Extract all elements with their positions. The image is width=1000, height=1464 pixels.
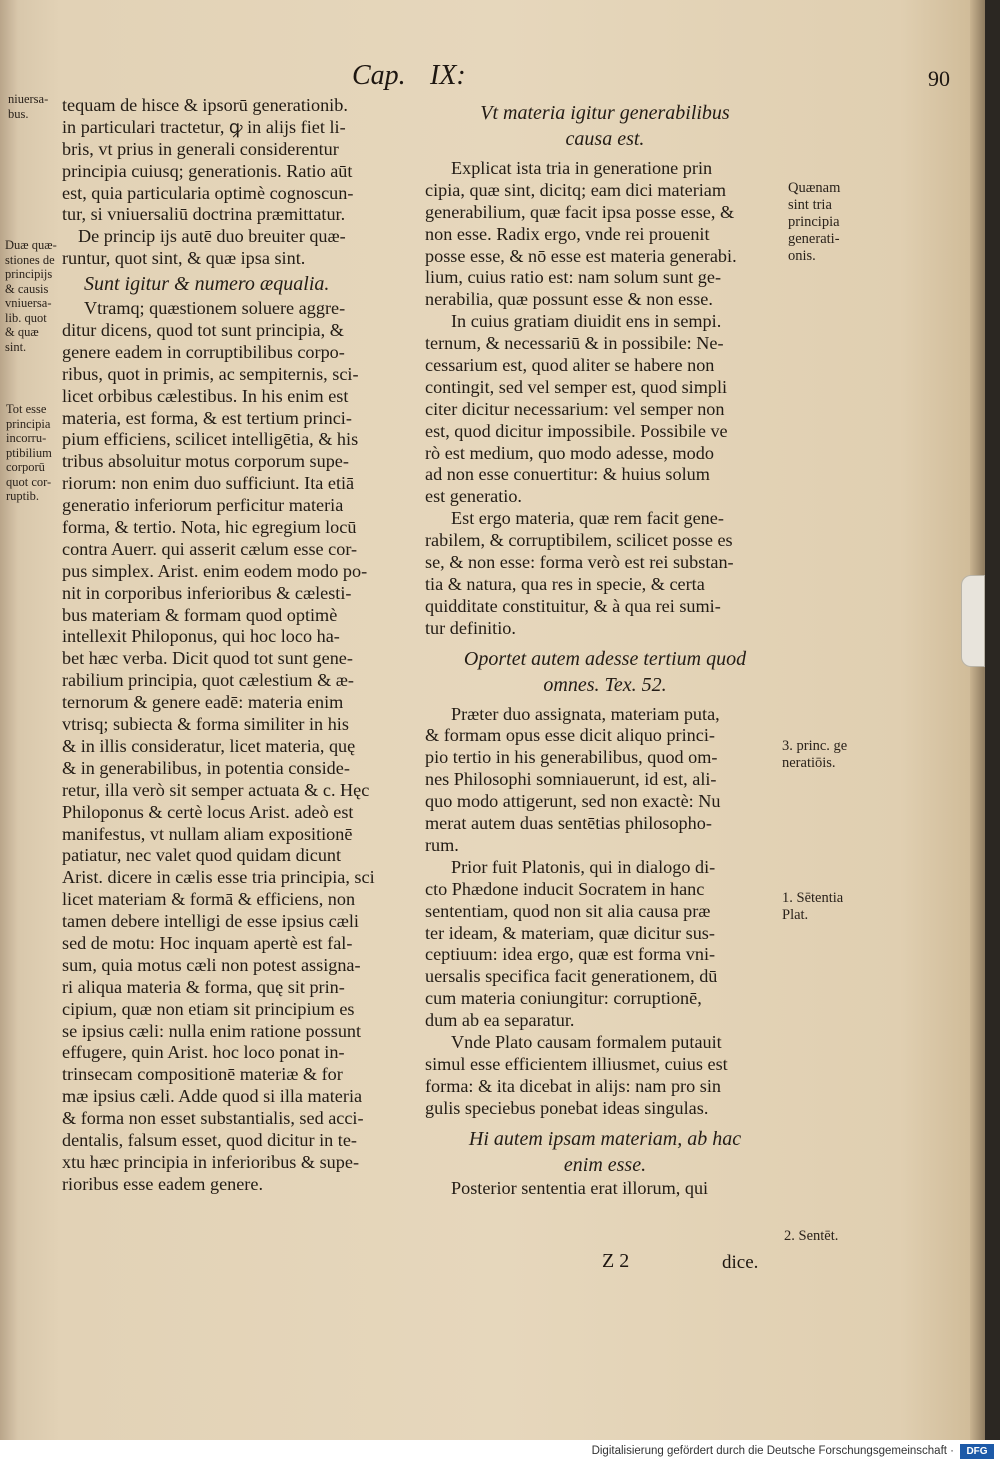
lemma-sunt-igitur: Sunt igitur & numero æqualia. (84, 273, 330, 296)
left-margin-note-1: niuersa- bus. (8, 92, 49, 121)
right-margin-note-1: Quænam sint tria principia generati- onis. (788, 180, 841, 264)
folio-number: 90 (928, 66, 950, 91)
page-marker-tab (961, 575, 985, 667)
right-margin-note-4: 2. Sentēt. (784, 1228, 839, 1244)
right-margin-note-3: 1. Sētentia Plat. (782, 890, 844, 923)
footer-credit-text: Digitalisierung gefördert durch die Deutsche Forschungsgemeinschaft · (591, 1445, 954, 1457)
lemma-hi-autem: Hi autem ipsam materiam, ab hac (468, 1127, 742, 1150)
lemma-vt-materia: Vt materia igitur generabilibus (480, 102, 730, 124)
signature-mark: Z 2 (602, 1250, 630, 1272)
digitization-footer (0, 1440, 1000, 1464)
left-margin-note-2: Duæ quæ- stiones de principijs & causis vniuersa- lib. quot & quæ sint. (5, 238, 57, 354)
right-margin-note-2: 3. princ. ge neratiōis. (782, 738, 848, 771)
left-margin-note-3: Tot esse principia incorru- ptibilium corporū quot cor- ruptib. (6, 402, 52, 503)
running-head-chapter: Cap. (352, 60, 406, 91)
dfg-logo-icon: DFG (960, 1444, 994, 1459)
page-edge (970, 0, 985, 1440)
right-column: Vt materia igitur generabilibus causa est. Explicat ista tria in generatione prin cipia, quæ sint, dicitq; eam dici materiam generabilium, quæ facit ipsa posse esse, & non esse. Radix ergo, vnde rei prouenit posse esse, & nō esse est materia generabi. lium, cuius ratio est: nam solum sunt ge- nerabilia, quæ possunt esse & non esse. In cuius gratiam diuidit ens in sempi. ternum, & necessariū & in possibile: Ne- cessarium est, quod aliter se habere non contingit, sed vel semper est, quod simpli citer dicitur necessarium: vel semper non est, quod dicitur impossibile. Possibile ve rò est medium, quo modo adesse, modo ad non esse conuertitur: & huius solum est generatio. Est ergo materia, quæ rem facit gene- rabilem, & corruptibilem, scilicet posse es se, & non esse: forma verò est rei substan- tia & natura, qua res in specie, & certa quidditate constituitur, & à qua rei sumi- tur definitio. Oportet autem adesse tertium quod omnes. Tex. 52. Præter duo assignata, materiam puta, & formam opus esse dicit aliquo princi- pio tertio in his generabilibus, quod om- nes Philosophi somniauerunt, id est, ali- quo modo attigerunt, sed non exactè: Nu merat autem duas sentētias philosopho- rum. Prior fuit Platonis, qui in dialogo di- cto Phædone inducit Socratem in hanc sententiam, quod non sit alia causa præ ter ideam, & materiam, quæ dicitur sus- ceptiuum: idea ergo, quæ est forma vni- uersalis specifica facit generationem, dū cum materia coniungitur: corruptionē, dum ab ea separatur. Vnde Plato causam formalem putauit simul esse efficientem illiusmet, cuius est forma: & ita dicebat in alijs: nam pro sin gulis speciebus ponebat ideas singulas. Hi autem ipsam materiam, ab hac enim esse. Posterior sententia erat illorum, qui (425, 100, 785, 1199)
left-column: tequam de hisce & ipsorū generationib. in particulari tractetur, ꝙ in alijs fiet li- bris, vt prius in generali considerentur principia cuiusq; generationis. Ratio aūt est, quia particularia optimè cognoscun- tur, si vniuersaliū doctrina præmittatur. De princip ijs autē duo breuiter quæ- runtur, quot sint, & quæ ipsa sint. Sunt igitur & numero æqualia. Vtramq; quæstionem soluere aggre- ditur dicens, quod tot sunt principia, & genere eadem in corruptibilibus corpo- ribus, quot in primis, ac sempiternis, sci- licet orbibus cælestibus. In his enim est materia, est forma, & est tertium princi- pium efficiens, scilicet intelligētia, & his tribus absoluitur motus corporum supe- riorum: non enim duo sufficiunt. Ita etiā generatio inferiorum perficitur materia forma, & tertio. Nota, hic egregium locū contra Auerr. qui asserit cælum esse cor- pus simplex. Arist. enim eodem modo po- nit in corporibus inferioribus & cælesti- bus materiam & formam quod optimè intellexit Philoponus, qui hoc loco ha- bet hæc verba. Dicit quod tot sunt gene- rabilium principia, quot cælestium & æ- ternorum & genere eadē: materia enim vtrisq; subiecta & forma similiter in his & in illis consideratur, licet materia, quę & in generabilibus, in potentia conside- retur, illa verò sit semper actuata & c. Hęc Philoponus & certè locus Arist. adeò est manifestus, vt nullam aliam expositionē patiatur, nec valet quod quidam dicunt Arist. dicere in cælis esse tria principia, sci licet materiam & formā & efficiens, non tamen debere intelligi de esse ipsius cæli sed de motu: Hoc inquam apertè est fal- sum, quia motus cæli non potest assigna- ri aliqua materia & forma, quę sit prin- cipium, quæ non etiam sit principium es se ipsius cæli: nulla enim ratione possunt effugere, quin Arist. hoc loco ponat in- trinsecam compositionē materiæ & for mæ ipsius cæli. Adde quod si illa materia & forma non esset substantialis, sed acci- dentalis, falsum esset, quod dicitur in te- xtu hæc principia in inferioribus & supe- rioribus esse eadem genere. (62, 95, 402, 1196)
catchword: dice. (722, 1252, 759, 1273)
running-head-chapter-number: IX: (430, 60, 466, 91)
lemma-oportet: Oportet autem adesse tertium quod (463, 647, 747, 670)
